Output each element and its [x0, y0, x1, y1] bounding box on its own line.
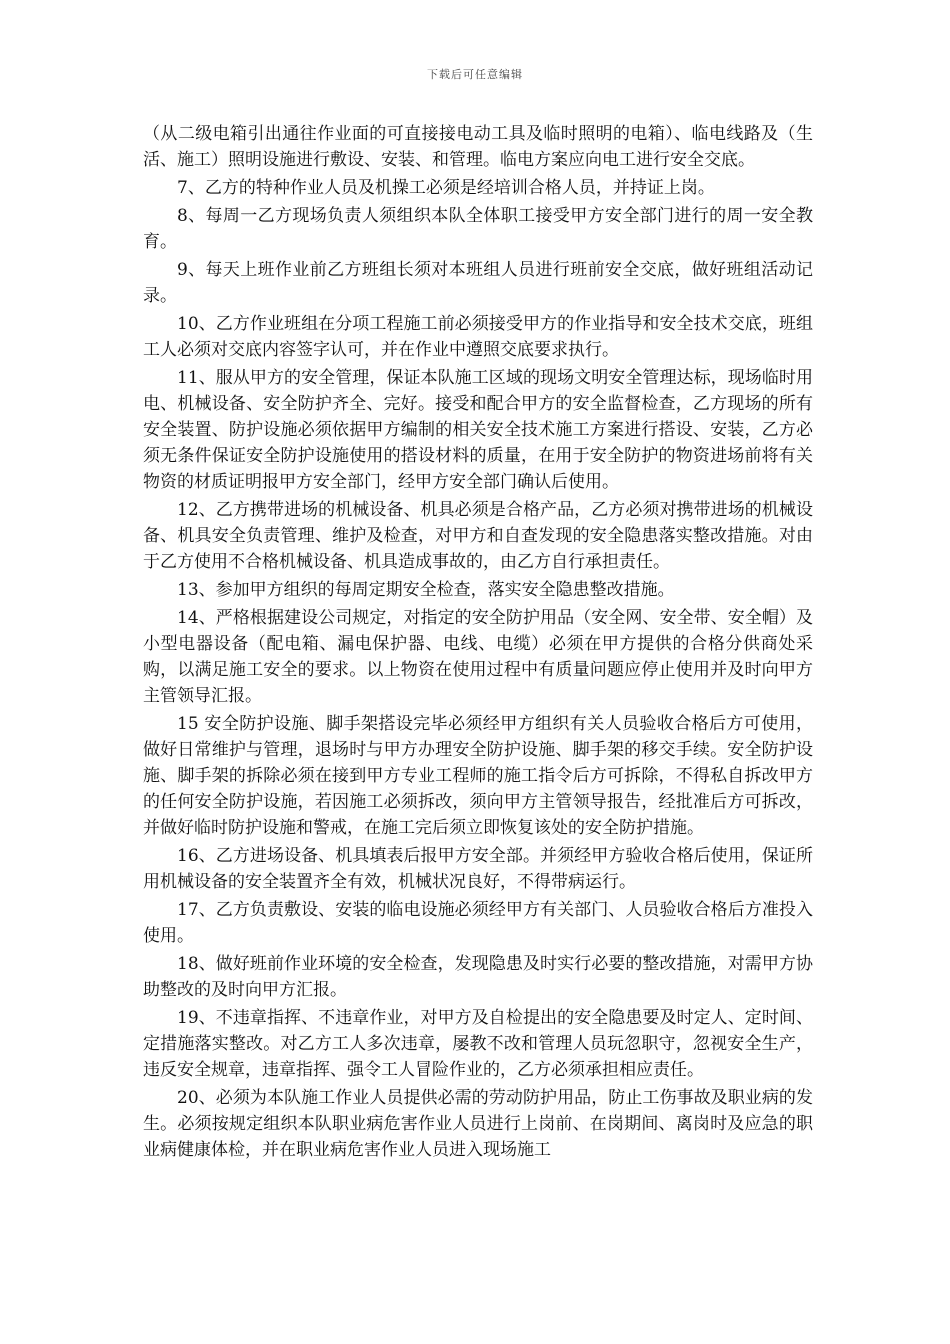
page-header: 下载后可任意编辑 [427, 68, 523, 81]
paragraph-8: 8、每周一乙方现场负责人须组织本队全体职工接受甲方安全部门进行的周一安全教育。 [143, 206, 813, 252]
paragraph-14: 14、严格根据建设公司规定，对指定的安全防护用品（安全网、安全带、安全帽）及小型电器设备（配电箱、漏电保护器、电线、电缆）必须在甲方提供的合格分供商处采购，以满足施工安全的要求。以上物资在使用过程中有质量问题应停止使用并及时向甲方主管领导汇报。 [143, 608, 813, 706]
paragraph-9: 9、每天上班作业前乙方班组长须对本班组人员进行班前安全交底，做好班组活动记录。 [143, 260, 813, 306]
document-body [143, 121, 813, 1165]
paragraph-continuation: （从二级电箱引出通往作业面的可直接接电动工具及临时照明的电箱）、临电线路及（生活、施工）照明设施进行敷设、安装、和管理。临电方案应向电工进行安全交底。 [143, 124, 813, 170]
paragraph-20: 20、必须为本队施工作业人员提供必需的劳动防护用品，防止工伤事故及职业病的发生。必须按规定组织本队职业病危害作业人员进行上岗前、在岗期间、离岗时及应急的职业病健康体检，并在职业病危害作业人员进入现场施工 [143, 1088, 813, 1160]
paragraph-10: 10、乙方作业班组在分项工程施工前必须接受甲方的作业指导和安全技术交底，班组工人必须对交底内容签字认可，并在作业中遵照交底要求执行。 [143, 314, 813, 360]
paragraph-11: 11、服从甲方的安全管理，保证本队施工区域的现场文明安全管理达标，现场临时用电、机械设备、安全防护齐全、完好。接受和配合甲方的安全监督检查，乙方现场的所有安全装置、防护设施必须依据甲方编制的相关安全技术施工方案进行搭设、安装，乙方必须无条件保证安全防护设施使用的搭设材料的质量，在用于安全防护的物资进场前将有关物资的材质证明报甲方安全部门，经甲方安全部门确认后使用。 [143, 368, 813, 492]
paragraph-19: 19、不违章指挥、不违章作业，对甲方及自检提出的安全隐患要及时定人、定时间、定措施落实整改。对乙方工人多次违章，屡教不改和管理人员玩忽职守，忽视安全生产，违反安全规章，违章指挥、强令工人冒险作业的，乙方必须承担相应责任。 [143, 1008, 813, 1080]
paragraph-17: 17、乙方负责敷设、安装的临电设施必须经甲方有关部门、人员验收合格后方准投入使用。 [143, 900, 813, 946]
paragraph-13: 13、参加甲方组织的每周定期安全检查，落实安全隐患整改措施。 [177, 580, 675, 600]
paragraph-15: 15 安全防护设施、脚手架搭设完毕必须经甲方组织有关人员验收合格后方可使用，做好日常维护与管理，退场时与甲方办理安全防护设施、脚手架的移交手续。安全防护设施、脚手架的拆除必须在接到甲方专业工程师的施工指令后方可拆除，不得私自拆改甲方的任何安全防护设施，若因施工必须拆改，须向甲方主管领导报告，经批准后方可拆改，并做好临时防护设施和警戒，在施工完后须立即恢复该处的安全防护措施。 [143, 714, 813, 838]
paragraph-18: 18、做好班前作业环境的安全检查，发现隐患及时实行必要的整改措施，对需甲方协助整改的及时向甲方汇报。 [143, 954, 813, 1000]
paragraph-7: 7、乙方的特种作业人员及机操工必须是经培训合格人员，并持证上岗。 [177, 178, 715, 198]
paragraph-16: 16、乙方进场设备、机具填表后报甲方安全部。并须经甲方验收合格后使用，保证所用机械设备的安全装置齐全有效，机械状况良好，不得带病运行。 [143, 846, 813, 892]
paragraph-12: 12、乙方携带进场的机械设备、机具必须是合格产品，乙方必须对携带进场的机械设备、机具安全负责管理、维护及检查，对甲方和自查发现的安全隐患落实整改措施。对由于乙方使用不合格机械设备、机具造成事故的，由乙方自行承担责任。 [143, 500, 813, 572]
